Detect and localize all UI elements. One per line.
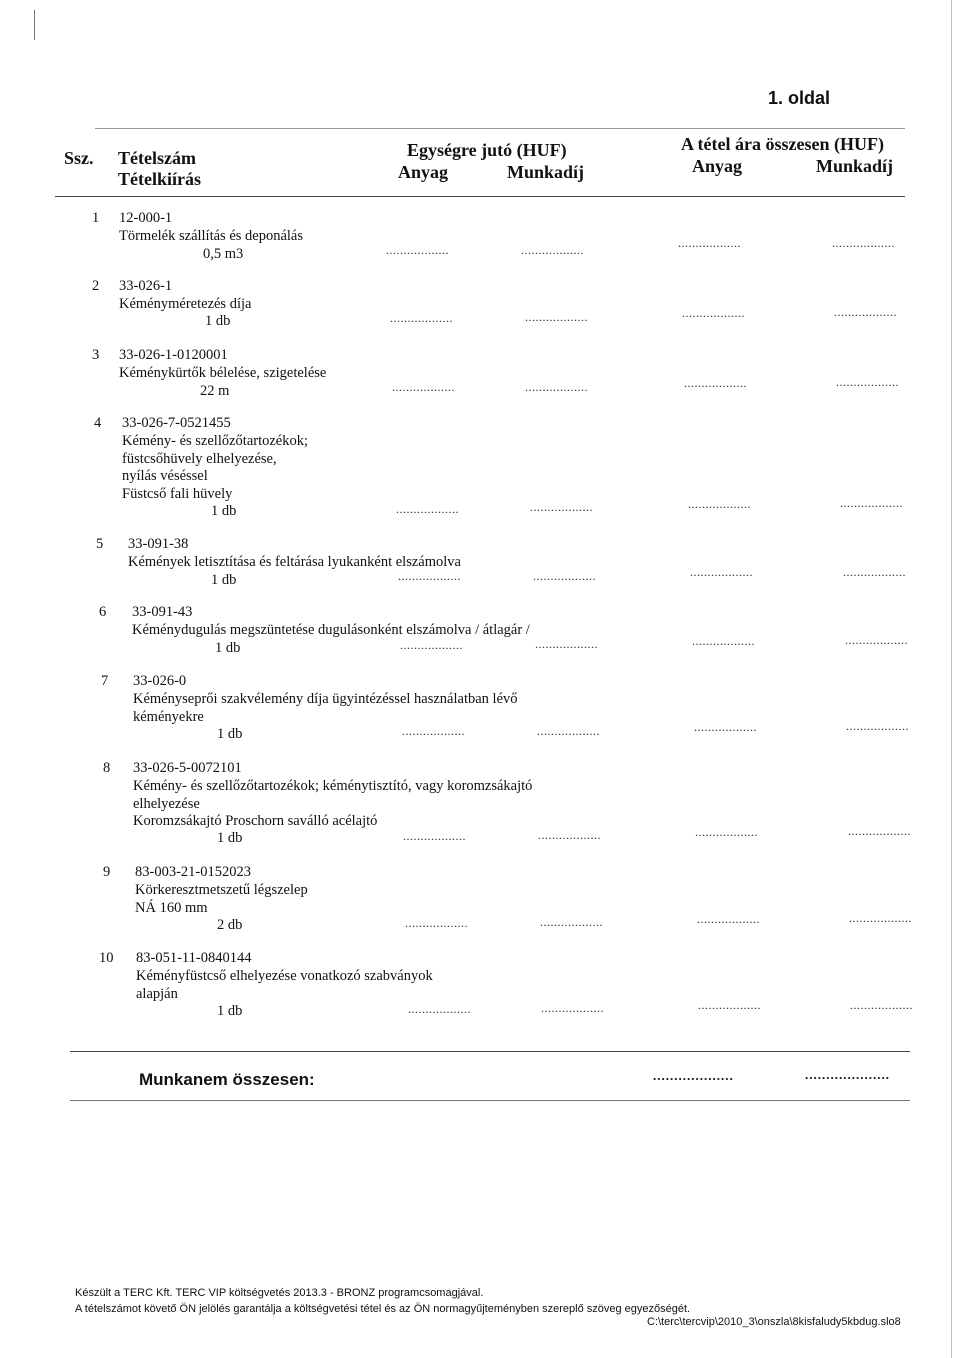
header-col-no: Ssz. <box>64 148 94 168</box>
unit-labour-price: .................. <box>530 500 593 514</box>
item-description: Kémény- és szellőzőtartozékok; kéménytisztító, vagy koromzsákajtó <box>133 778 533 794</box>
header-unit-group: Egységre jutó (HUF) <box>407 140 567 160</box>
unit-labour-price: .................. <box>537 724 600 738</box>
total-bottom-rule <box>70 1100 910 1101</box>
item-number: 4 <box>94 415 102 431</box>
unit-labour-price: .................. <box>538 828 601 842</box>
top-rule <box>95 128 905 129</box>
item-number: 8 <box>103 760 111 776</box>
header-total-material: Anyag <box>692 156 743 176</box>
item-number: 7 <box>101 673 109 689</box>
total-labour-price: .................. <box>840 496 903 510</box>
total-labour-price: .................. <box>843 565 906 579</box>
item-description: Füstcső fali hüvely <box>122 486 233 502</box>
item-quantity: 22 m <box>200 383 230 399</box>
header-col-desc: Tételkiírás <box>118 169 201 189</box>
item-description: nyílás véséssel <box>122 468 208 484</box>
total-labour-sum: .................... <box>805 1067 890 1082</box>
unit-labour-price: .................. <box>535 637 598 651</box>
unit-material-price: .................. <box>386 243 449 257</box>
item-description: Kémény- és szellőzőtartozékok; <box>122 433 309 449</box>
total-material-price: .................. <box>678 236 741 250</box>
unit-labour-price: .................. <box>540 915 603 929</box>
item-code: 33-026-7-0521455 <box>122 415 231 431</box>
total-material-price: .................. <box>697 912 760 926</box>
item-code: 83-051-11-0840144 <box>136 950 252 966</box>
item-description: Kéménydugulás megszüntetése dugulásonként elszámolva / átlagár / <box>132 622 530 638</box>
total-material-price: .................. <box>682 306 745 320</box>
item-description: Kéményseprői szakvélemény díja ügyintézéssel használatban lévő <box>133 691 518 707</box>
total-labour-price: .................. <box>834 305 897 319</box>
scan-mark-left <box>34 10 35 40</box>
item-number: 1 <box>92 210 100 226</box>
item-number: 2 <box>92 278 100 294</box>
item-description: Kéményméretezés díja <box>119 296 252 312</box>
item-code: 33-091-43 <box>132 604 193 620</box>
item-quantity: 1 db <box>205 313 231 329</box>
total-labour-price: .................. <box>850 998 913 1012</box>
total-label: Munkanem összesen: <box>139 1070 315 1089</box>
total-top-rule <box>70 1051 910 1052</box>
item-code: 33-091-38 <box>128 536 189 552</box>
item-description: Törmelék szállítás és deponálás <box>119 228 304 244</box>
item-quantity: 1 db <box>217 1003 243 1019</box>
item-number: 10 <box>99 950 114 966</box>
header-col-code: Tételszám <box>118 148 196 168</box>
item-code: 33-026-1 <box>119 278 173 294</box>
item-description: alapján <box>136 986 178 1002</box>
total-material-price: .................. <box>695 825 758 839</box>
item-quantity: 1 db <box>211 572 237 588</box>
unit-labour-price: .................. <box>533 569 596 583</box>
header-total-group: A tétel ára összesen (HUF) <box>681 134 884 154</box>
total-labour-price: .................. <box>849 911 912 925</box>
item-quantity: 0,5 m3 <box>203 246 244 262</box>
item-description: elhelyezése <box>133 796 200 812</box>
unit-material-price: .................. <box>402 724 465 738</box>
page-number: 1. oldal <box>768 88 831 108</box>
unit-labour-price: .................. <box>541 1001 604 1015</box>
item-code: 33-026-5-0072101 <box>133 760 242 776</box>
total-labour-price: .................. <box>836 375 899 389</box>
total-material-price: .................. <box>694 720 757 734</box>
footer-file-path: C:\terc\tercvip\2010_3\onszla\8kisfaludy5kbdug.slo8 <box>647 1316 901 1328</box>
item-description: Kémények letisztítása és feltárása lyukanként elszámolva <box>128 554 461 570</box>
total-material-price: .................. <box>684 376 747 390</box>
item-description: Koromzsákajtó Proschorn saválló acélajtó <box>133 813 378 829</box>
item-quantity: 2 db <box>217 917 243 933</box>
unit-material-price: .................. <box>392 380 455 394</box>
unit-material-price: .................. <box>403 829 466 843</box>
item-description: Kéményfüstcső elhelyezése vonatkozó szabványok <box>136 968 433 984</box>
item-number: 3 <box>92 347 100 363</box>
item-description: Kéménykürtők bélelése, szigetelése <box>119 365 327 381</box>
unit-labour-price: .................. <box>525 380 588 394</box>
total-labour-price: .................. <box>832 236 895 250</box>
header-unit-labour: Munkadíj <box>507 162 585 182</box>
total-material-price: .................. <box>690 565 753 579</box>
footer-line-2: A tételszámot követő ÖN jelölés garantálja a költségvetési tétel és az ÖN normagyűjteményben szereplő szöveg egyezőségét. <box>75 1303 691 1315</box>
unit-labour-price: .................. <box>525 310 588 324</box>
footer-line-1: Készült a TERC Kft. TERC VIP költségvetés 2013.3 - BRONZ programcsomagjával. <box>75 1287 484 1299</box>
unit-material-price: .................. <box>408 1002 471 1016</box>
item-description: NÁ 160 mm <box>135 900 208 916</box>
item-quantity: 1 db <box>215 640 241 656</box>
item-number: 9 <box>103 864 111 880</box>
header-unit-material: Anyag <box>398 162 449 182</box>
total-material-price: .................. <box>698 998 761 1012</box>
unit-material-price: .................. <box>400 638 463 652</box>
item-number: 6 <box>99 604 107 620</box>
total-labour-price: .................. <box>846 719 909 733</box>
total-labour-price: .................. <box>848 824 911 838</box>
item-code: 12-000-1 <box>119 210 173 226</box>
unit-material-price: .................. <box>398 569 461 583</box>
item-description: Körkeresztmetszetű légszelep <box>135 882 308 898</box>
unit-labour-price: .................. <box>521 243 584 257</box>
header-rule <box>55 196 905 197</box>
item-code: 33-026-1-0120001 <box>119 347 228 363</box>
item-quantity: 1 db <box>217 726 243 742</box>
item-quantity: 1 db <box>211 503 237 519</box>
total-labour-price: .................. <box>845 633 908 647</box>
item-description: kéményekre <box>133 709 204 725</box>
item-quantity: 1 db <box>217 830 243 846</box>
item-code: 33-026-0 <box>133 673 187 689</box>
unit-material-price: .................. <box>390 311 453 325</box>
unit-material-price: .................. <box>396 502 459 516</box>
item-number: 5 <box>96 536 104 552</box>
item-description: füstcsőhüvely elhelyezése, <box>122 451 277 467</box>
total-material-price: .................. <box>692 634 755 648</box>
unit-material-price: .................. <box>405 916 468 930</box>
total-material-sum: ................... <box>653 1068 734 1083</box>
item-code: 83-003-21-0152023 <box>135 864 251 880</box>
total-material-price: .................. <box>688 497 751 511</box>
scan-mark-right <box>951 0 952 1358</box>
header-total-labour: Munkadíj <box>816 156 894 176</box>
